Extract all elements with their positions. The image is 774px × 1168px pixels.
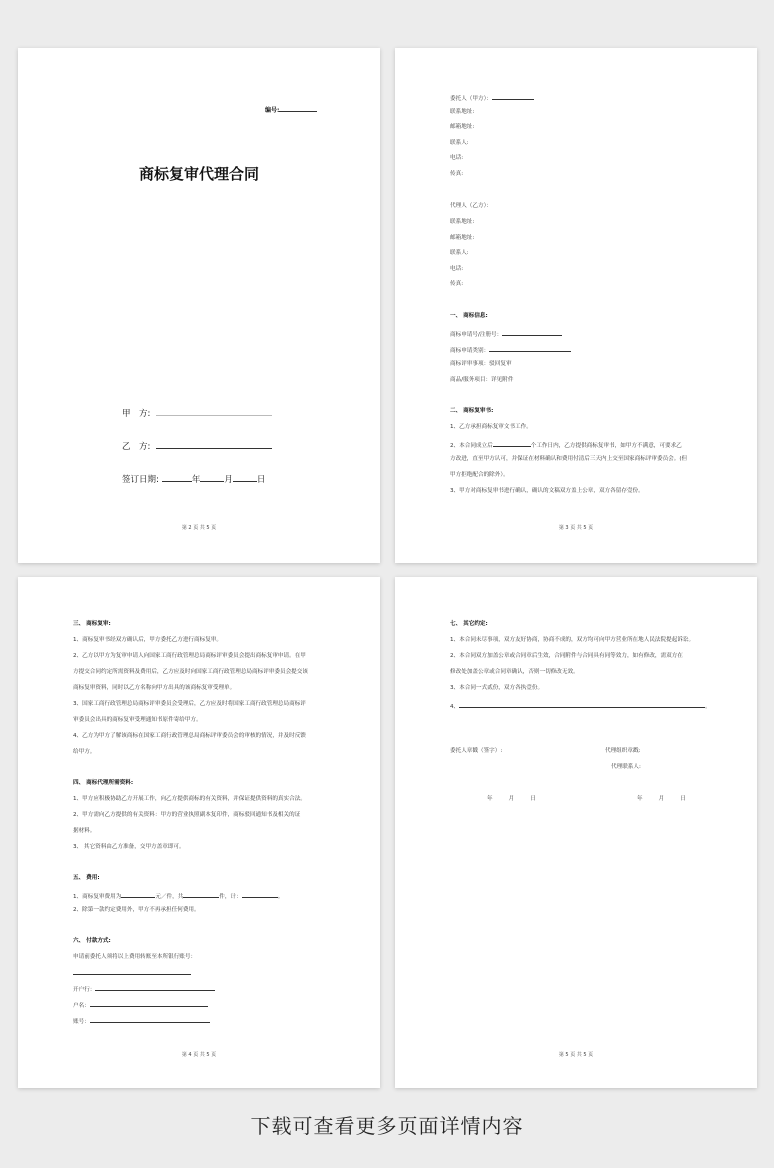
party-b-row [122, 440, 272, 452]
s2-p2-end: 个工作日内，乙方提供商标复审书，如甲方不满意，可要求乙 [530, 443, 682, 449]
section-5-para-1 [73, 891, 283, 901]
section-3-title: 三、 商标复审: [73, 621, 111, 627]
client-row [450, 93, 534, 103]
right-day: 日 [680, 796, 686, 802]
right-month: 月 [658, 796, 665, 802]
workdays-line [493, 440, 531, 447]
fee-total-label: 件，计： [219, 894, 242, 900]
agent-seal-label: 代理组织章戳: [605, 748, 641, 754]
holder-row [73, 1000, 208, 1010]
section-4-title: 四、 商标代理所需资料: [73, 780, 134, 786]
bank-blank-row [73, 968, 191, 978]
section-2-para-1: 1、乙方承担商标复审文书工作。 [450, 424, 532, 430]
section-3-para-3-line-2: 审委员会出具的商标复审受理通知书原件寄给甲方。 [73, 717, 202, 723]
section-4-para-2-line-2: 据材料。 [73, 828, 96, 834]
section-7-title: 七、 其它约定: [450, 621, 488, 627]
section-3-para-4-line-2: 给甲方。 [73, 749, 96, 755]
section-3-para-2-line-3: 商标复审资料，同时以乙方名称向甲方出具的该商标复审受理单。 [73, 685, 236, 691]
section-3-para-4-line-1: 4、乙方为甲方了解该商标在国家工商行政管理总局商标评审委员会的审核的情况，并及时反馈 [73, 733, 306, 739]
section-6-para-1: 申请前委托人须将以上费用转账至本所银行账号： [73, 954, 197, 960]
client-address: 联系地址: [450, 109, 475, 115]
section-4-para-1: 1、甲方应积极协助乙方开展工作，向乙方提供商标的有关资料，并保证提供资料的真实合法。 [73, 796, 306, 802]
section-3-para-2-line-2: 方提交合同约定所需资料及费用后，乙方应及时向国家工商行政管理总局商标评审委员会提交该 [73, 669, 308, 675]
trademark-number-line [502, 329, 562, 336]
section-4-para-3: 3、 其它资料由乙方准备，交甲方盖章即可。 [73, 844, 185, 850]
page-footer: 第 2 页 共 5 页 [181, 525, 217, 531]
document-page-cover [18, 48, 380, 563]
section-2-para-2 [450, 440, 682, 450]
account-line [90, 1016, 210, 1023]
party-b-label: 乙 方: [122, 442, 151, 452]
day-line [233, 475, 257, 482]
bank-line [95, 984, 215, 991]
section-3-para-1: 1、商标复审书经双方确认后，甲方委托乙方进行商标复审。 [73, 637, 222, 643]
s7-p4-label: 4、 [450, 704, 460, 710]
holder-line [90, 1000, 208, 1007]
client-email: 邮箱地址: [450, 124, 475, 130]
page-title: 商标复审代理合同 [138, 165, 259, 183]
agent-fax: 传真: [450, 281, 464, 287]
section-1-title: 一、 商标信息: [450, 313, 488, 319]
contract-number-line [279, 105, 317, 112]
s7-p4-line [459, 701, 705, 708]
goods-services: 商品/服务项目：详见附件 [450, 377, 514, 383]
trademark-class-label: 商标申请类别： [450, 348, 490, 354]
contract-number-field [265, 105, 317, 114]
document-page-3 [18, 577, 380, 1088]
day-label: 日 [256, 475, 266, 485]
client-fax: 传真: [450, 171, 464, 177]
section-7-para-4: 4、 。 [450, 701, 711, 711]
section-5-title: 五、 费用: [73, 875, 100, 881]
document-page-2 [395, 48, 757, 563]
section-3-para-3-line-1: 3、国家工商行政管理总局商标评审委员会受理后，乙方应及时将国家工商行政管理总局商标评 [73, 701, 306, 707]
client-phone: 电话: [450, 155, 464, 161]
section-5-para-2: 2、除第一款约定费用外，甲方不再承担任何费用。 [73, 907, 200, 913]
section-2-para-2-line-3: 甲方拒绝配合的除外）。 [450, 472, 509, 478]
holder-label: 户名： [73, 1003, 90, 1009]
section-7-para-2-line-1: 2、本合同双方加盖公章或合同章后生效，合同附件与合同具有同等效力，如有修改，需双方在 [450, 653, 683, 659]
year-label: 年 [191, 475, 201, 485]
client-signature-label: 委托人章戳（签字）: [450, 748, 503, 754]
left-date [487, 796, 536, 803]
review-matter: 商标评审事项：驳回复审 [450, 361, 512, 367]
fee-unit-label: 元／件，共 [155, 894, 184, 900]
bank-label: 开户行： [73, 987, 96, 993]
left-year: 年 [487, 796, 493, 802]
party-b-line [156, 442, 272, 449]
month-label: 月 [224, 475, 233, 485]
agent-phone: 电话: [450, 266, 464, 272]
fee-period: 。 [277, 894, 284, 900]
fee-count-line [183, 891, 219, 898]
agent-contact: 联系人: [450, 250, 469, 256]
trademark-number-row [450, 329, 562, 339]
month-line [200, 475, 224, 482]
section-2-para-3: 3、甲方对商标复审书进行确认，确认的文稿双方盖上公章，双方各留存壹份。 [450, 488, 644, 494]
trademark-number-label: 商标申请号/注册号： [450, 332, 503, 338]
page-footer: 第 4 页 共 5 页 [181, 1052, 217, 1058]
client-label: 委托人（甲方）： [450, 96, 492, 102]
download-caption: 下载可查看更多页面详情内容 [250, 1114, 524, 1138]
section-7-para-1: 1、本合同未尽事项，双方友好协商，协商不成的，双方均可向甲方营业所在地人民法院提起诉讼。 [450, 637, 695, 643]
section-6-title: 六、 付款方式: [73, 938, 111, 944]
contract-number-label: 编号: [265, 107, 280, 114]
year-line [162, 475, 192, 482]
section-3-para-2-line-1: 2、乙方以甲方为复审申请人向国家工商行政管理总局商标评审委员会提出商标复审申请。在甲 [73, 653, 306, 659]
party-a-label: 甲 方: [122, 409, 151, 419]
bank-blank-line [73, 968, 191, 975]
fee-label: 1、商标复审费用为 [73, 894, 122, 900]
account-label: 账号： [73, 1019, 90, 1025]
agent-row: 代理人（乙方）： [450, 203, 492, 209]
party-a-line [156, 409, 272, 416]
client-contact: 联系人: [450, 140, 469, 146]
bank-row [73, 984, 215, 994]
section-7-para-3: 3、本合同一式贰份，双方各执壹份。 [450, 685, 544, 691]
left-month: 月 [508, 796, 515, 802]
document-page-4 [395, 577, 757, 1088]
party-a-row [122, 407, 272, 419]
trademark-class-line [489, 345, 571, 352]
sign-date-label: 签订日期: [122, 475, 159, 485]
section-4-para-2-line-1: 2、甲方需向乙方提供的有关资料：甲方的营业执照副本复印件，商标驳回通知书及相关的证 [73, 812, 301, 818]
page-footer: 第 3 页 共 5 页 [558, 525, 594, 531]
right-date [637, 796, 686, 803]
section-7-para-2-line-2: 修改处加盖公章或合同章确认，否则一切修改无效。 [450, 669, 579, 675]
agent-address: 联系地址: [450, 219, 475, 225]
section-2-para-2-line-2: 方改进，直至甲方认可，并保证在材料确认和费用付清后三天内上交至国家商标评审委员会。(但 [450, 456, 688, 462]
client-line [492, 93, 534, 100]
left-day: 日 [530, 796, 536, 802]
agent-email: 邮箱地址: [450, 235, 475, 241]
fee-amount-line [121, 891, 155, 898]
page-footer: 第 5 页 共 5 页 [558, 1052, 594, 1058]
sign-date-row [122, 473, 265, 485]
trademark-class-row [450, 345, 571, 355]
fee-total-line [242, 891, 278, 898]
s2-p2-start: 2、本合同成立后 [450, 443, 493, 449]
account-row [73, 1016, 210, 1026]
agent-contact-label: 代理联系人: [611, 764, 641, 770]
right-year: 年 [637, 796, 643, 802]
section-2-title: 二、 商标复审书: [450, 408, 494, 414]
